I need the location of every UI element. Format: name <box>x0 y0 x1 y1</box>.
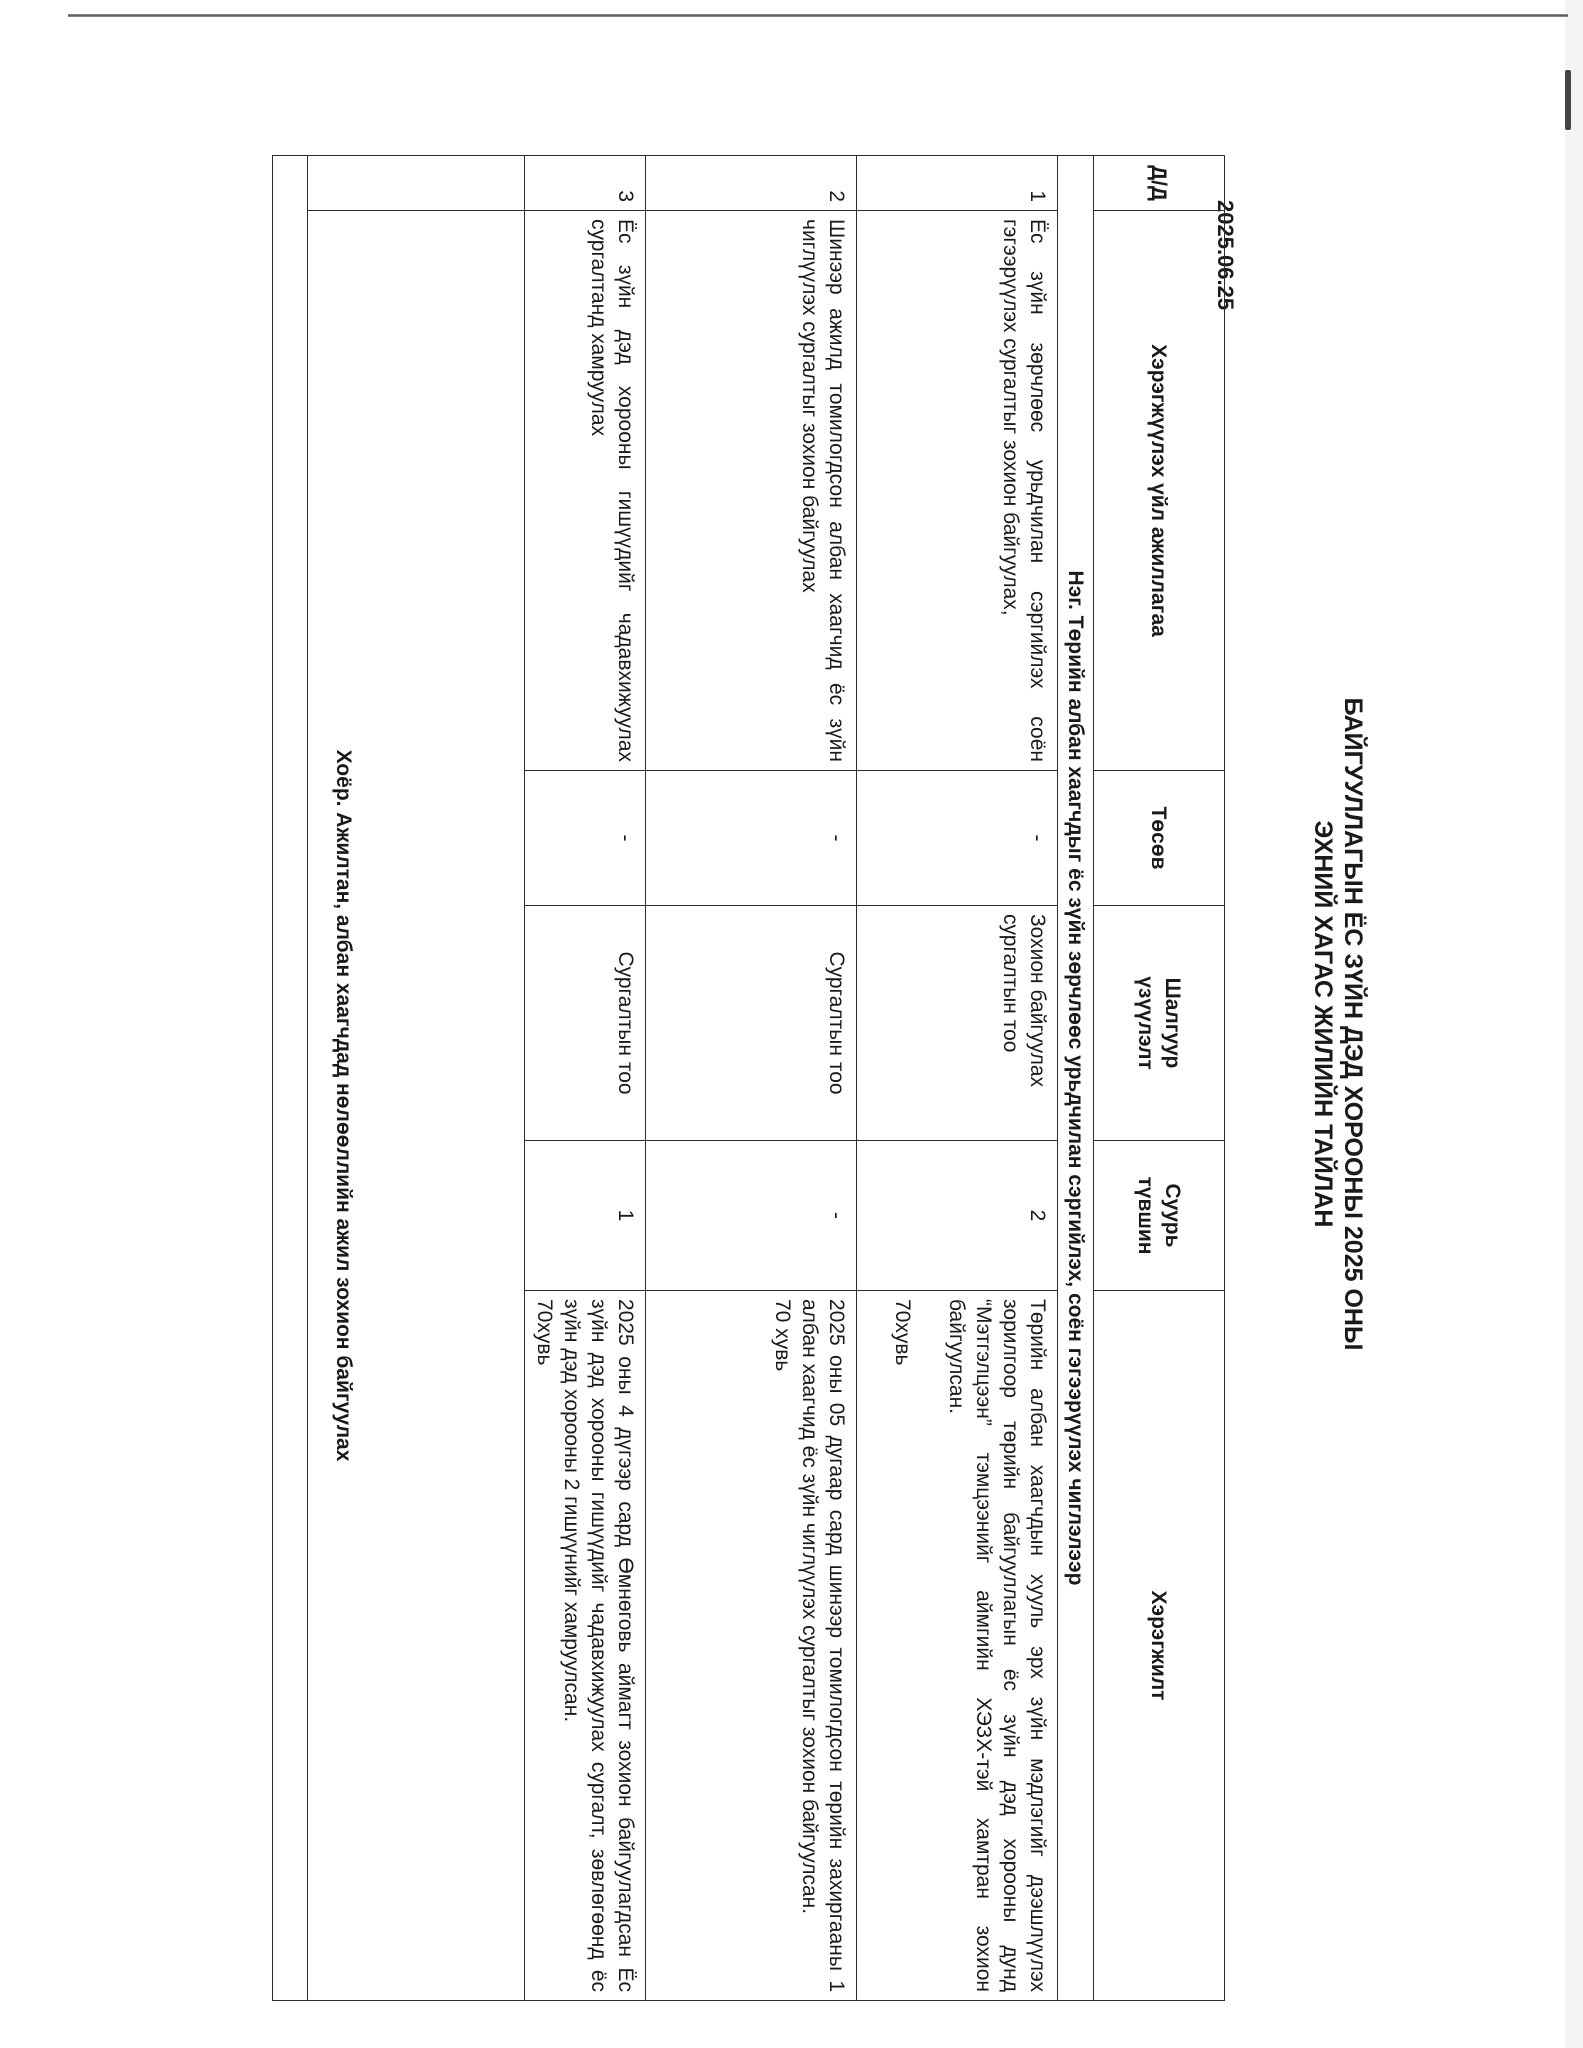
section-heading-row <box>1058 156 1094 2001</box>
row-implementation-text: 2025 оны 05 дугаар сард шинээр томилогдсон төрийн захиргааны 1 албан хаагчид ёс зүйн чиглүүлэх сургалтыг зохион байгуулсан. <box>798 1299 848 1992</box>
table-row <box>857 156 1058 2001</box>
header-baseline <box>1094 1141 1225 1291</box>
row-implementation <box>646 1291 857 2001</box>
header-indicator-line2: үзүүлэлт <box>1134 976 1157 1070</box>
row-budget: - <box>525 771 646 906</box>
row-baseline: - <box>646 1141 857 1291</box>
row-implementation-score: 70хувь <box>533 1299 556 1366</box>
header-baseline-line2: түвшин <box>1134 1176 1157 1255</box>
header-indicator-line1: Шалгуур <box>1161 977 1184 1069</box>
report-date: 2025.06.25 <box>1213 200 1238 311</box>
row-baseline: 2 <box>857 1141 1058 1291</box>
row-implementation <box>857 1291 1058 2001</box>
empty-cell <box>273 156 308 2001</box>
table-header-row <box>1094 156 1225 2001</box>
header-activity: Хэрэгжүүлэх үйл ажиллагаа <box>1094 211 1225 771</box>
row-implementation-text: 2025 оны 4 дүгээр сард Өмнөговь аймагт зохион байгуулагдсан Ёс зүйн дэд хорооны гишүүдийг чадавхижуулах сургалт, зөвлөгөөнд ёс зүйн дэд хорооны 2 гишүүнийг хамруулсан. <box>560 1299 637 1992</box>
row-implementation <box>525 1291 646 2001</box>
report-table <box>272 155 1225 2001</box>
header-implementation: Хэрэгжилт <box>1094 1291 1225 2001</box>
header-budget: Төсөв <box>1094 771 1225 906</box>
table-row <box>646 156 857 2001</box>
header-baseline-line1: Суурь <box>1161 1183 1184 1248</box>
section-heading: Хоёр. Ажилтан, албан хаагчдад нөлөөллийн ажил зохион байгуулах <box>308 211 525 2001</box>
empty-cell <box>308 156 525 211</box>
row-indicator: Сургалтын тоо <box>525 906 646 1141</box>
row-implementation-score: 70хувь <box>891 1299 914 1366</box>
row-implementation-text: Төрийн албан хаагчдын хууль эрх зүйн мэдлэгийг дээшлүүлэх зорилгоор төрийн байгууллагын ёс зүйн дэд хорооны дунд “Мэтгэлцээн” тэмцээнийг аймгийн ХЭЗХ-тэй хамтран зохион байгуулсан. <box>945 1299 1049 1992</box>
row-activity: Ёс зүйн дэд хорооны гишүүдийг чадавхижуулах сургалтанд хамруулах <box>525 211 646 771</box>
section-heading-row <box>308 156 525 2001</box>
report-title-line-1: БАЙГУУЛЛАГЫН ЁС ЗҮЙН ДЭД ХОРООНЫ 2025 ОНЫ <box>1339 697 1367 1351</box>
table-row <box>525 156 646 2001</box>
header-indicator <box>1094 906 1225 1141</box>
row-activity: Ёс зүйн зөрчлөөс урьдчилан сэргийлэх соён гэгээрүүлэх сургалтыг зохион байгуулах, <box>857 211 1058 771</box>
row-number: 2 <box>646 156 857 211</box>
section-heading: Нэг. Төрийн албан хаагчдыг ёс зүйн зөрчлөөс урьдчилан сэргийлэх, соён гэгээрүүлэх чиглэлээр <box>1058 156 1094 2001</box>
row-baseline: 1 <box>525 1141 646 1291</box>
table-row-empty <box>273 156 308 2001</box>
row-budget: - <box>646 771 857 906</box>
row-implementation-score: 70 хувь <box>771 1299 794 1372</box>
row-budget: - <box>857 771 1058 906</box>
row-indicator: Зохион байгуулах сургалтын тоо <box>857 906 1058 1141</box>
report-title-line-2: ЭХНИЙ ХАГАС ЖИЛИЙН ТАЙЛАН <box>1309 820 1337 1228</box>
row-indicator: Сургалтын тоо <box>646 906 857 1141</box>
row-activity: Шинээр ажилд томилогдсон албан хаагчид ёс зүйн чиглүүлэх сургалтыг зохион байгуулах <box>646 211 857 771</box>
row-number: 3 <box>525 156 646 211</box>
row-number: 1 <box>857 156 1058 211</box>
header-no: Д/Д <box>1094 156 1225 211</box>
